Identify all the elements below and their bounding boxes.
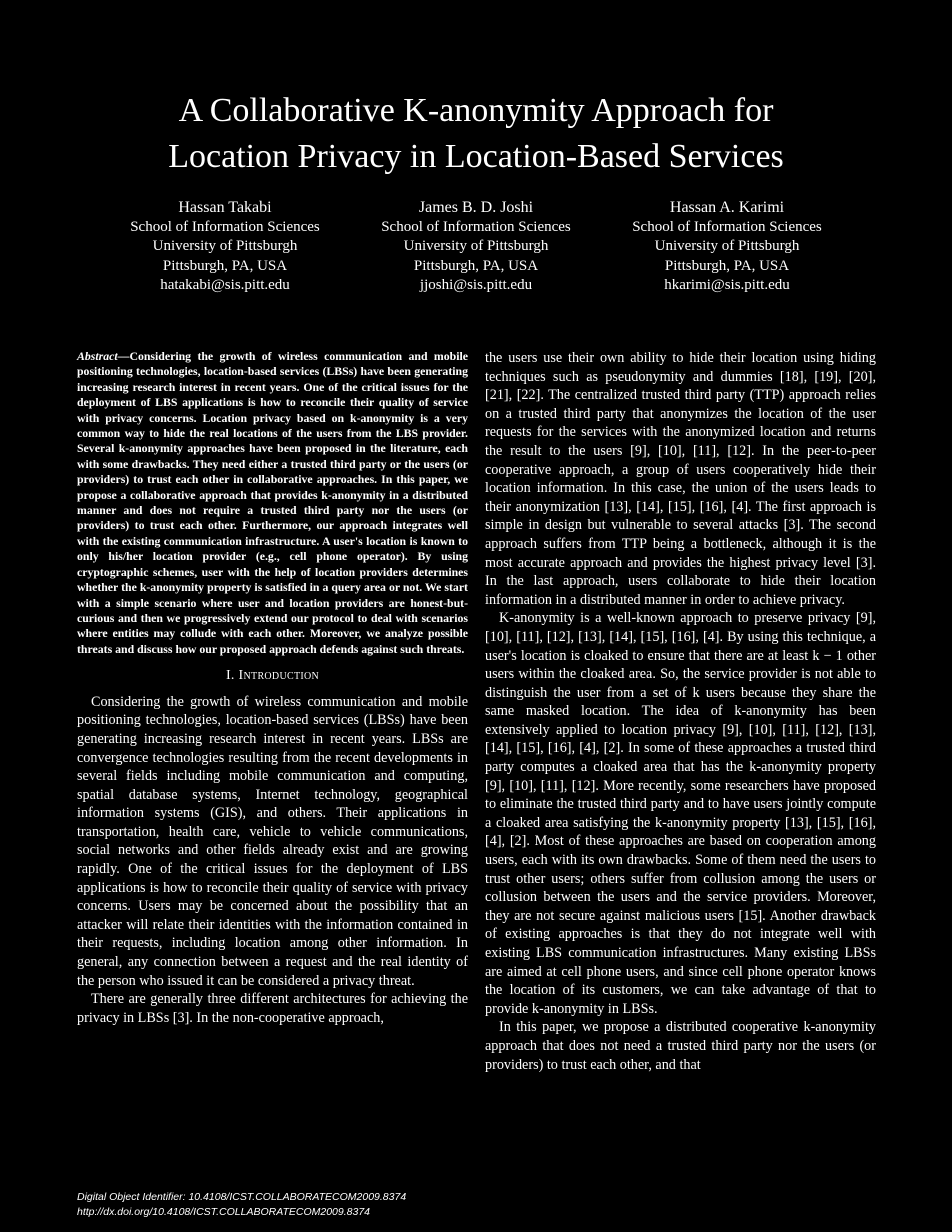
intro-paragraph-5: In this paper, we propose a distributed cooperative k-anonymity approach that does not need a trusted third party nor the users (or providers) to trust each other, and that <box>485 1019 876 1073</box>
author-location: Pittsburgh, PA, USA <box>413 257 539 274</box>
author-school: School of Information Sciences <box>130 218 320 235</box>
abstract-text: —Considering the growth of wireless communication and mobile positioning technologies, location-based services (LBSs) have been generating increasing research interest in recent years. One of the critical issues for the deployment of LBS applications is how to reconcile their quality of service with privacy concerns. Location privacy based on k-anonymity is a very common way to hide the real locations of the users from the LBS provider. Several k-anonymity approaches have been proposed in the literature, each with some drawbacks. They need either a trusted third party or the users (or providers) to trust each other in collaborative approaches. In this paper, we propose a collaborative approach that provides k-anonymity in a distributed manner and does not require a trusted third party nor the users (or providers) to trust each other. Furthermore, our approach integrates well with the existing communication infrastructure. A user's location is known to only his/her location provider (e.g., cell phone operator). By using cryptographic schemes, user with the help of location providers determines whether the k-anonymity property is satisfied in a query area or not. We start with a simple scenario where user and location providers are honest-but-curious and then we progressively extend our protocol to deal with scenarios where entities may collude with each other. Moreover, we analyze possible threats and discuss how our proposed approach defends against such threats. <box>77 349 468 656</box>
author-university: University of Pittsburgh <box>654 238 800 254</box>
abstract-lead: Abstract <box>77 349 118 363</box>
author-location: Pittsburgh, PA, USA <box>162 257 288 274</box>
author-email: hkarimi@sis.pitt.edu <box>664 277 790 293</box>
abstract <box>77 349 468 657</box>
author-name: Hassan A. Karimi <box>669 199 785 216</box>
doi-identifier: Digital Object Identifier: 10.4108/ICST.COLLABORATECOM2009.8374 <box>77 1191 407 1203</box>
intro-paragraph-1: Considering the growth of wireless communication and mobile positioning technologies, location-based services (LBSs) have been generating increasing research interest in recent years. LBSs are convergence technologies resulting from the recent developments in several fields including mobile communication and computing, spatial database systems, Internet technology, geographical information systems (GIS), and others. Their applications in transportation, health care, vehicle to vehicle communications, social networks and other fields already exist and are growing rapidly. One of the critical issues for the deployment of LBS applications is how to reconcile their quality of service with privacy concerns. Users may be concerned about the possibility that an attacker will relate their identities with the information contained in their requests, including location among other information. In general, any connection between a request and the real identity of the person who issued it can be considered a privacy threat. <box>77 693 468 989</box>
author-university: University of Pittsburgh <box>403 238 549 254</box>
author-3 <box>602 198 852 296</box>
author-school: School of Information Sciences <box>381 218 571 235</box>
author-name: Hassan Takabi <box>178 199 272 216</box>
author-email: jjoshi@sis.pitt.edu <box>419 277 533 293</box>
doi-footer <box>77 1190 406 1220</box>
author-name: James B. D. Joshi <box>418 199 534 216</box>
author-location: Pittsburgh, PA, USA <box>664 257 790 274</box>
title-line-2: Location Privacy in Location-Based Services <box>168 138 784 175</box>
doi-link[interactable]: http://dx.doi.org/10.4108/ICST.COLLABORATECOM2009.8374 <box>77 1206 370 1218</box>
right-column <box>485 349 876 1074</box>
intro-paragraph-2: There are generally three different architectures for achieving the privacy in LBSs [3]. In the non-cooperative approach, <box>77 991 468 1026</box>
author-email: hatakabi@sis.pitt.edu <box>160 277 290 293</box>
intro-paragraph-3: the users use their own ability to hide their location using hiding techniques such as pseudonymity and dummies [18], [19], [20], [21], [22]. The centralized trusted third party (TTP) approach relies on a trusted third party that anonymizes the location of the user requests for the services with the anonymized location and returns the result to the users [9], [10], [11], [12]. In the peer-to-peer cooperative approach, a group of users cooperatively hide their location information. In this case, the union of the users leads to their anonymization [13], [14], [15], [16], [4]. The first approach is simple in design but vulnerable to several attacks [3]. The second approach suffers from TTP being a bottleneck, although it is the most accurate approach and provides the highest privacy level [3]. In the last approach, users collaborate to hide their location information in a distributed manner in order to achieve privacy. <box>485 350 876 608</box>
left-column <box>77 349 468 1027</box>
paper-title <box>0 88 952 180</box>
author-1 <box>100 198 350 296</box>
author-university: University of Pittsburgh <box>152 238 298 254</box>
author-block <box>100 198 852 296</box>
intro-paragraph-4: K-anonymity is a well-known approach to preserve privacy [9], [10], [11], [12], [13], [14], [15], [16], [4]. By using this technique, a user's location is cloaked to ensure that there are at least k − 1 other users within the cloaked area. So, the service provider is not able to distinguish the user from a set of k users because they share the same masked location. The idea of k-anonymity has been extensively applied to location privacy [9], [10], [11], [12], [13], [14], [15], [16], [4], [2]. In some of these approaches a trusted third party computes a cloaked area that has the k-anonymity property [9], [10], [11], [12]. More recently, some researchers have proposed to eliminate the trusted third party and to have users jointly compute a cloaked area satisfying the k-anonymity property [13], [15], [16], [4], [2]. Most of these approaches are based on cooperation among users, each with its own drawbacks. Some of them need the users to trust other users; others suffer from collusion among the users or collusion between the users and the service providers. Moreover, they are not secure against malicious users [15]. Another drawback of existing approaches is that they do not integrate well with existing LBS communication infrastructures. Many existing LBSs are aimed at cell phone users, and since cell phone operator knows the location of its customers, we can take advantage of that to provide k-anonymity in LBSs. <box>485 610 876 1017</box>
author-2 <box>351 198 601 296</box>
section-title: Introduction <box>238 668 320 684</box>
author-school: School of Information Sciences <box>632 218 822 235</box>
title-line-1: A Collaborative K-anonymity Approach for <box>178 92 774 129</box>
section-number: I. <box>225 668 235 684</box>
section-heading-introduction <box>77 667 468 686</box>
